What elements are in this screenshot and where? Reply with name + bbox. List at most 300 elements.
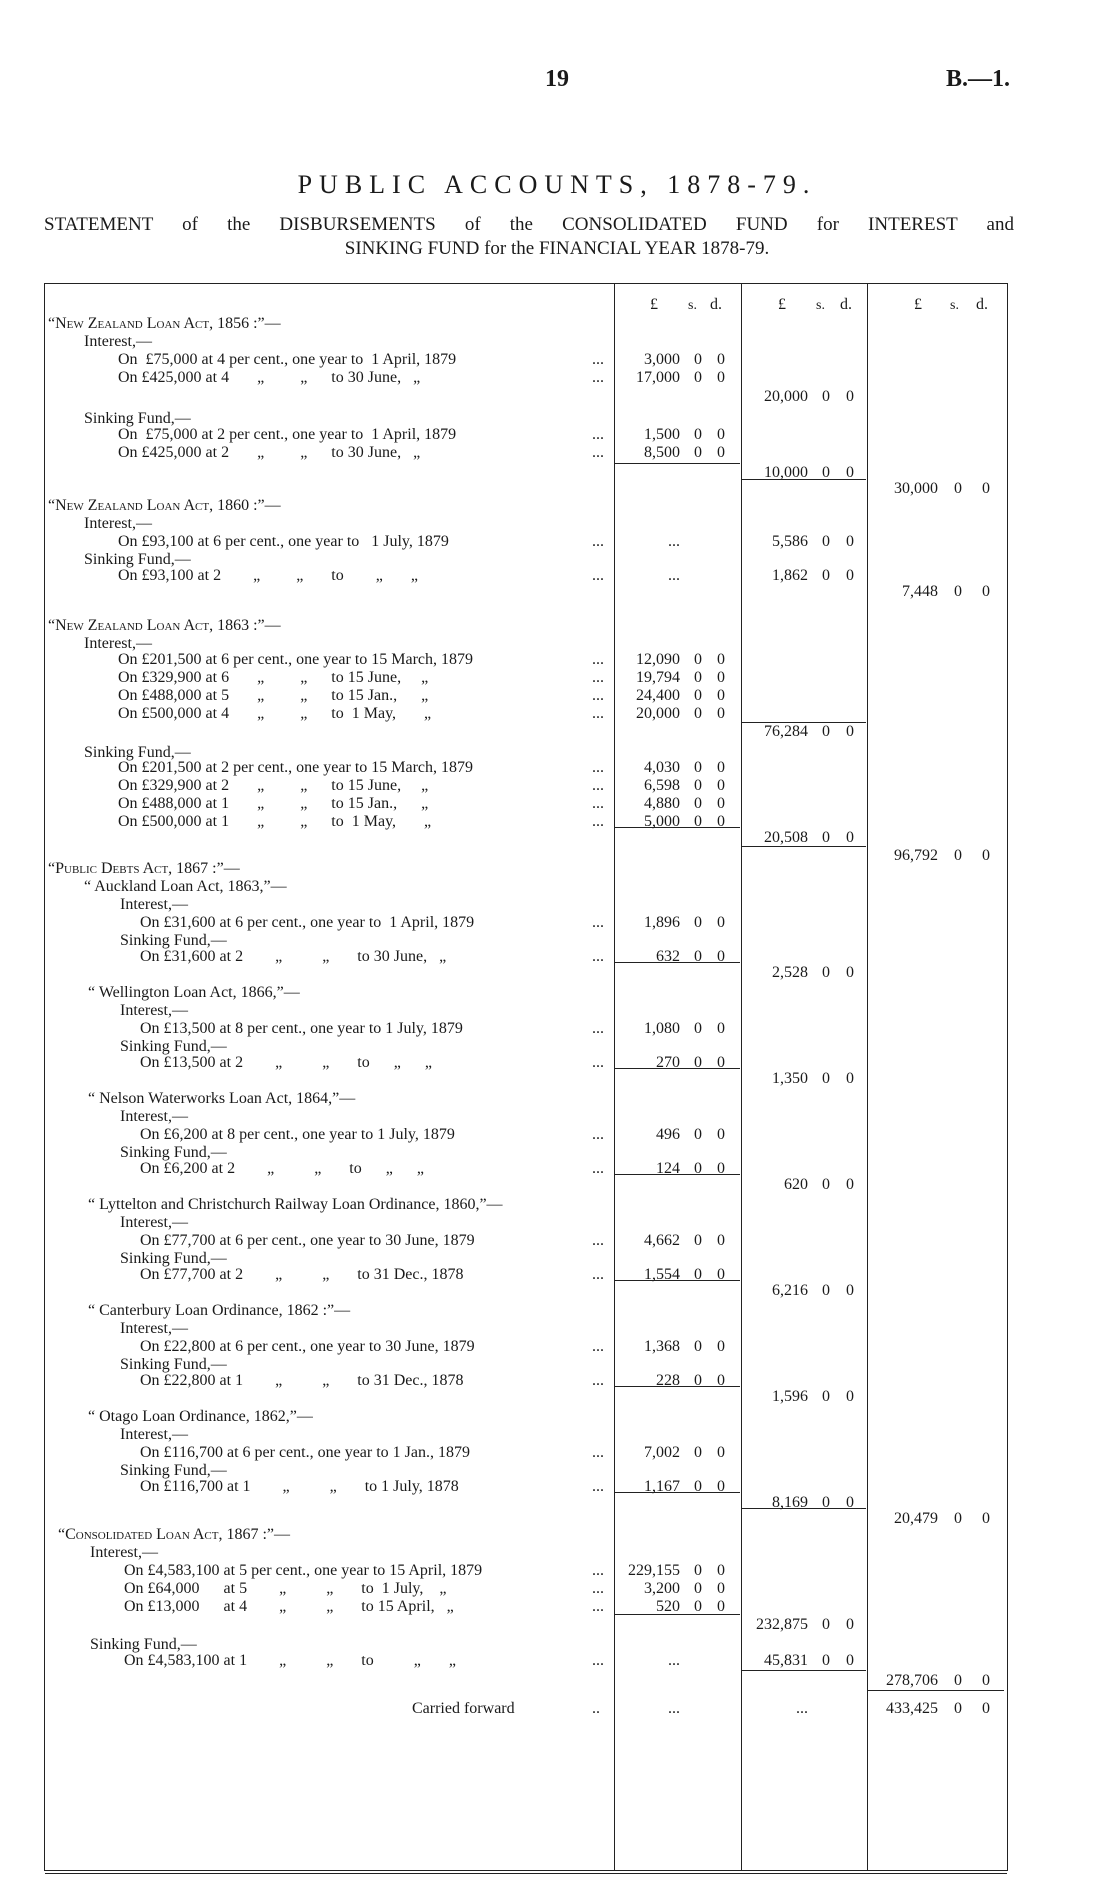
- leader-dots: ...: [592, 759, 604, 776]
- amount-shillings-col1: 0: [694, 1020, 702, 1037]
- amount-pence-col1: 0: [717, 651, 725, 668]
- leader-dots: ...: [592, 1054, 604, 1071]
- row-description: Sinking Fund,—: [84, 551, 191, 568]
- amount-shillings-col2: 0: [822, 1282, 830, 1299]
- amount-pounds-col2: 6,216: [772, 1282, 808, 1299]
- amount-pence-col1: 0: [717, 1338, 725, 1355]
- amount-shillings-col2: 0: [822, 1070, 830, 1087]
- statement-row: [0, 878, 1114, 896]
- statement-row: [0, 1426, 1114, 1444]
- leader-dots: ...: [592, 1444, 604, 1461]
- leader-dots: ...: [592, 813, 604, 830]
- leader-dots: ...: [592, 914, 604, 931]
- amount-pounds-col1: 8,500: [644, 444, 680, 461]
- amount-shillings-col2: 0: [822, 1388, 830, 1405]
- amount-pence-col2: 0: [846, 1616, 854, 1633]
- amount-shillings-col1: 0: [694, 351, 702, 368]
- statement-row: [0, 1002, 1114, 1020]
- amount-pounds-col1: 1,080: [644, 1020, 680, 1037]
- row-description: “ Nelson Waterworks Loan Act, 1864,”—: [88, 1090, 356, 1107]
- shilling-header-2: s.: [816, 298, 825, 313]
- leader-dots: ...: [592, 567, 604, 584]
- pence-header-2: d.: [840, 296, 852, 313]
- amount-shillings-col2: 0: [822, 1494, 830, 1511]
- statement-row: [0, 1020, 1114, 1038]
- pound-header-1: £: [650, 296, 658, 313]
- amount-shillings-col1: 0: [694, 705, 702, 722]
- leader-dots: ...: [592, 777, 604, 794]
- leader-dots: ...: [592, 669, 604, 686]
- statement-row: [0, 1444, 1114, 1462]
- amount-pence-col1: 0: [717, 948, 725, 965]
- statement-row: [0, 1562, 1114, 1580]
- amount-shillings-col3: 0: [954, 583, 962, 600]
- amount-pounds-col1: 24,400: [636, 687, 680, 704]
- amount-pounds-col1: 124: [656, 1160, 680, 1177]
- statement-row: [0, 759, 1114, 777]
- statement-row: [0, 687, 1114, 705]
- amount-pence-col1: 0: [717, 1478, 725, 1495]
- statement-row: [0, 705, 1114, 723]
- statement-row: [0, 515, 1114, 533]
- amount-pounds-col1: 3,000: [644, 351, 680, 368]
- statement-row: [0, 1302, 1114, 1320]
- row-description: On £4,583,100 at 5 per cent., one year to 15 April, 1879: [124, 1562, 483, 1579]
- row-description: On £13,500 at 2 „ „ to „ „: [140, 1054, 432, 1071]
- row-description: Interest,—: [120, 1426, 188, 1443]
- row-description: Interest,—: [120, 1002, 188, 1019]
- page-title: PUBLIC ACCOUNTS, 1878-79.: [297, 170, 817, 199]
- row-description: “Consolidated Loan Act, 1867 :”—: [58, 1526, 291, 1543]
- amount-pence-col1: 0: [717, 444, 725, 461]
- amount-pence-col1: 0: [717, 705, 725, 722]
- statement-row: [0, 617, 1114, 635]
- statement-row: [0, 1544, 1114, 1562]
- amount-pounds-col1: ...: [668, 1652, 680, 1669]
- statement-row: [0, 651, 1114, 669]
- amount-pence-col1: 0: [717, 1054, 725, 1071]
- amount-pounds-col1: 5,000: [644, 813, 680, 830]
- amount-shillings-col1: 0: [694, 1160, 702, 1177]
- row-description: Interest,—: [90, 1544, 158, 1561]
- leader-dots: ...: [592, 687, 604, 704]
- row-description: “ Auckland Loan Act, 1863,”—: [84, 878, 287, 895]
- amount-pence-col1: 0: [717, 759, 725, 776]
- amount-pence-col1: 0: [717, 369, 725, 386]
- statement-row: [0, 1176, 1114, 1194]
- amount-shillings-col1: 0: [694, 813, 702, 830]
- row-description: On £329,900 at 2 „ „ to 15 June, „: [118, 777, 429, 794]
- row-description: On £93,100 at 2 „ „ to „ „: [118, 567, 418, 584]
- pence-header-3: d.: [976, 296, 988, 313]
- amount-pence-col3: 0: [982, 1700, 990, 1717]
- amount-pence-col2: 0: [846, 829, 854, 846]
- amount-pounds-col1: 20,000: [636, 705, 680, 722]
- sum-rule: [614, 1068, 740, 1069]
- row-description: On £6,200 at 8 per cent., one year to 1 July, 1879: [140, 1126, 455, 1143]
- amount-pounds-col2: 1,350: [772, 1070, 808, 1087]
- amount-pounds-col3: 7,448: [902, 583, 938, 600]
- amount-pounds-col2: 2,528: [772, 964, 808, 981]
- page-number: 19: [545, 66, 569, 92]
- row-description: On £77,700 at 6 per cent., one year to 30 June, 1879: [140, 1232, 475, 1249]
- amount-pence-col3: 0: [982, 480, 990, 497]
- row-description: Sinking Fund,—: [120, 1462, 227, 1479]
- amount-pence-col1: 0: [717, 1266, 725, 1283]
- pound-header-3: £: [914, 296, 922, 313]
- row-description: On £116,700 at 6 per cent., one year to 1 Jan., 1879: [140, 1444, 470, 1461]
- amount-shillings-col1: 0: [694, 1338, 702, 1355]
- statement-row: [0, 1526, 1114, 1544]
- statement-row: [0, 333, 1114, 351]
- amount-pounds-col2: 45,831: [764, 1652, 808, 1669]
- row-description: Interest,—: [120, 1320, 188, 1337]
- statement-row: [0, 1090, 1114, 1108]
- leader-dots: ...: [592, 1652, 604, 1669]
- amount-pounds-col3: 278,706: [886, 1672, 938, 1689]
- amount-pounds-col2: 1,596: [772, 1388, 808, 1405]
- statement-row: [0, 1580, 1114, 1598]
- leader-dots: ...: [592, 948, 604, 965]
- row-description: On £75,000 at 2 per cent., one year to 1 April, 1879: [118, 426, 457, 443]
- leader-dots: ...: [592, 1232, 604, 1249]
- amount-pounds-col2: 5,586: [772, 533, 808, 550]
- shilling-header-3: s.: [950, 298, 959, 313]
- row-description: On £116,700 at 1 „ „ to 1 July, 1878: [140, 1478, 459, 1495]
- amount-pounds-col2: 8,169: [772, 1494, 808, 1511]
- amount-pounds-col1: 3,200: [644, 1580, 680, 1597]
- statement-row: [0, 669, 1114, 687]
- leader-dots: ...: [592, 1562, 604, 1579]
- statement-row: [0, 351, 1114, 369]
- amount-pounds-col1: ...: [668, 1700, 680, 1717]
- row-description: “Public Debts Act, 1867 :”—: [48, 860, 240, 877]
- row-description: “ Canterbury Loan Ordinance, 1862 :”—: [88, 1302, 351, 1319]
- row-description: On £31,600 at 6 per cent., one year to 1 April, 1879: [140, 914, 475, 931]
- amount-pounds-col1: 229,155: [628, 1562, 680, 1579]
- row-description: Interest,—: [84, 515, 152, 532]
- amount-pence-col2: 0: [846, 964, 854, 981]
- leader-dots: ...: [592, 1372, 604, 1389]
- amount-pounds-col1: 4,030: [644, 759, 680, 776]
- statement-row: [0, 1320, 1114, 1338]
- sum-rule: [614, 463, 740, 464]
- leader-dots: ...: [592, 1580, 604, 1597]
- statement-row: [0, 1388, 1114, 1406]
- row-description: Sinking Fund,—: [120, 1144, 227, 1161]
- amount-pounds-col2: 76,284: [764, 723, 808, 740]
- amount-pounds-col1: 7,002: [644, 1444, 680, 1461]
- statement-row: [0, 1652, 1114, 1670]
- amount-shillings-col1: 0: [694, 1580, 702, 1597]
- amount-pence-col2: 0: [846, 1652, 854, 1669]
- row-description: Sinking Fund,—: [120, 1250, 227, 1267]
- amount-pence-col1: 0: [717, 426, 725, 443]
- amount-shillings-col1: 0: [694, 1478, 702, 1495]
- leader-dots: ...: [592, 1126, 604, 1143]
- statement-row: [0, 829, 1114, 847]
- statement-row: [0, 964, 1114, 982]
- row-description: Interest,—: [84, 635, 152, 652]
- statement-row: [0, 1616, 1114, 1634]
- leader-dots: ...: [592, 533, 604, 550]
- amount-shillings-col2: 0: [822, 829, 830, 846]
- amount-pounds-col1: ...: [668, 533, 680, 550]
- shilling-header-1: s.: [688, 298, 697, 313]
- amount-shillings-col1: 0: [694, 426, 702, 443]
- row-description: “New Zealand Loan Act, 1863 :”—: [48, 617, 281, 634]
- row-description: On £201,500 at 6 per cent., one year to 15 March, 1879: [118, 651, 474, 668]
- leader-dots: ...: [592, 1598, 604, 1615]
- statement-row: [0, 914, 1114, 932]
- row-description: “ Lyttelton and Christchurch Railway Loan Ordinance, 1860,”—: [88, 1196, 503, 1213]
- row-description: Interest,—: [84, 333, 152, 350]
- amount-shillings-col1: 0: [694, 1562, 702, 1579]
- amount-shillings-col1: 0: [694, 369, 702, 386]
- sum-rule: [742, 722, 866, 723]
- amount-shillings-col2: 0: [822, 964, 830, 981]
- amount-pounds-col2: 20,000: [764, 388, 808, 405]
- row-description: On £500,000 at 4 „ „ to 1 May, „: [118, 705, 432, 722]
- amount-pounds-col1: 6,598: [644, 777, 680, 794]
- statement-row: [0, 1700, 1114, 1718]
- statement-row: [0, 1232, 1114, 1250]
- row-description: On £64,000 at 5 „ „ to 1 July, „: [124, 1580, 447, 1597]
- leader-dots: ...: [592, 1160, 604, 1177]
- statement-row: [0, 388, 1114, 406]
- amount-shillings-col1: 0: [694, 444, 702, 461]
- amount-shillings-col1: 0: [694, 777, 702, 794]
- statement-row: [0, 315, 1114, 333]
- amount-pence-col2: 0: [846, 1070, 854, 1087]
- statement-row: [0, 426, 1114, 444]
- amount-pounds-col2: 620: [784, 1176, 808, 1193]
- statement-row: [0, 1070, 1114, 1088]
- amount-pence-col3: 0: [982, 1672, 990, 1689]
- row-description: Sinking Fund,—: [84, 410, 191, 427]
- amount-shillings-col1: 0: [694, 1054, 702, 1071]
- amount-shillings-col2: 0: [822, 567, 830, 584]
- pound-header-2: £: [778, 296, 786, 313]
- statement-row: [0, 497, 1114, 515]
- amount-pence-col2: 0: [846, 388, 854, 405]
- amount-pounds-col1: 228: [656, 1372, 680, 1389]
- amount-shillings-col1: 0: [694, 914, 702, 931]
- statement-row: [0, 1108, 1114, 1126]
- amount-shillings-col1: 0: [694, 795, 702, 812]
- amount-shillings-col1: 0: [694, 1598, 702, 1615]
- amount-shillings-col2: 0: [822, 464, 830, 481]
- row-description: “New Zealand Loan Act, 1856 :”—: [48, 315, 281, 332]
- amount-pounds-col3: 96,792: [894, 847, 938, 864]
- amount-shillings-col1: 0: [694, 1232, 702, 1249]
- amount-pence-col2: 0: [846, 723, 854, 740]
- amount-shillings-col1: 0: [694, 1266, 702, 1283]
- amount-pence-col2: 0: [846, 533, 854, 550]
- amount-shillings-col2: 0: [822, 1176, 830, 1193]
- amount-pounds-col1: 632: [656, 948, 680, 965]
- amount-pence-col1: 0: [717, 795, 725, 812]
- amount-pounds-col1: 496: [656, 1126, 680, 1143]
- amount-shillings-col1: 0: [694, 948, 702, 965]
- amount-shillings-col1: 0: [694, 759, 702, 776]
- statement-row: [0, 1408, 1114, 1426]
- amount-shillings-col2: 0: [822, 388, 830, 405]
- amount-pounds-col1: 1,500: [644, 426, 680, 443]
- sum-rule: [868, 1690, 1004, 1691]
- amount-pounds-col1: 19,794: [636, 669, 680, 686]
- statement-row: [0, 369, 1114, 387]
- amount-pence-col2: 0: [846, 1494, 854, 1511]
- amount-pounds-col1: 1,368: [644, 1338, 680, 1355]
- amount-pounds-col1: 17,000: [636, 369, 680, 386]
- statement-subtitle-line-1: STATEMENT of the DISBURSEMENTS of the CONSOLIDATED FUND for INTEREST and: [44, 214, 1014, 235]
- row-description: On £4,583,100 at 1 „ „ to „ „: [124, 1652, 456, 1669]
- amount-pence-col1: 0: [717, 777, 725, 794]
- row-description: On £488,000 at 5 „ „ to 15 Jan., „: [118, 687, 429, 704]
- document-reference: B.—1.: [945, 66, 1010, 92]
- leader-dots: ...: [592, 1478, 604, 1495]
- amount-pence-col1: 0: [717, 1160, 725, 1177]
- row-description: Interest,—: [120, 1214, 188, 1231]
- row-description: On £77,700 at 2 „ „ to 31 Dec., 1878: [140, 1266, 464, 1283]
- row-description: Interest,—: [120, 896, 188, 913]
- amount-pounds-col1: 1,167: [644, 1478, 680, 1495]
- amount-shillings-col1: 0: [694, 687, 702, 704]
- sum-rule: [614, 1386, 740, 1387]
- leader-dots: ...: [592, 426, 604, 443]
- sum-rule: [742, 846, 866, 847]
- amount-pence-col1: 0: [717, 914, 725, 931]
- amount-pounds-col1: 4,662: [644, 1232, 680, 1249]
- amount-pence-col1: 0: [717, 1232, 725, 1249]
- sum-rule: [614, 1614, 740, 1615]
- statement-row: [0, 723, 1114, 741]
- row-description: Carried forward: [412, 1700, 515, 1717]
- amount-pounds-col2: 20,508: [764, 829, 808, 846]
- row-description: Interest,—: [120, 1108, 188, 1125]
- row-description: On £488,000 at 1 „ „ to 15 Jan., „: [118, 795, 429, 812]
- amount-pence-col2: 0: [846, 567, 854, 584]
- row-description: On £201,500 at 2 per cent., one year to 15 March, 1879: [118, 759, 474, 776]
- amount-shillings-col3: 0: [954, 1672, 962, 1689]
- row-description: On £93,100 at 6 per cent., one year to 1 July, 1879: [118, 533, 449, 550]
- row-description: On £425,000 at 2 „ „ to 30 June, „: [118, 444, 421, 461]
- amount-shillings-col1: 0: [694, 1372, 702, 1389]
- leader-dots: ..: [592, 1700, 600, 1717]
- leader-dots: ...: [592, 444, 604, 461]
- leader-dots: ...: [592, 1338, 604, 1355]
- amount-pence-col1: 0: [717, 1020, 725, 1037]
- amount-shillings-col3: 0: [954, 1700, 962, 1717]
- amount-pence-col2: 0: [846, 1176, 854, 1193]
- amount-pounds-col2: 10,000: [764, 464, 808, 481]
- leader-dots: ...: [592, 1266, 604, 1283]
- amount-pence-col1: 0: [717, 1126, 725, 1143]
- sum-rule: [742, 1670, 866, 1671]
- amount-shillings-col1: 0: [694, 1444, 702, 1461]
- amount-pounds-col2: 1,862: [772, 567, 808, 584]
- amount-pounds-col1: 520: [656, 1598, 680, 1615]
- amount-pence-col1: 0: [717, 351, 725, 368]
- amount-pounds-col1: 12,090: [636, 651, 680, 668]
- sum-rule: [614, 1492, 740, 1493]
- amount-shillings-col1: 0: [694, 1126, 702, 1143]
- amount-pence-col1: 0: [717, 669, 725, 686]
- row-description: “New Zealand Loan Act, 1860 :”—: [48, 497, 281, 514]
- pence-header-1: d.: [710, 296, 722, 313]
- amount-pence-col2: 0: [846, 1282, 854, 1299]
- sum-rule: [614, 962, 740, 963]
- statement-row: [0, 777, 1114, 795]
- row-description: On £425,000 at 4 „ „ to 30 June, „: [118, 369, 421, 386]
- row-description: “ Wellington Loan Act, 1866,”—: [88, 984, 300, 1001]
- row-description: Sinking Fund,—: [120, 1038, 227, 1055]
- amount-pounds-col1: ...: [668, 567, 680, 584]
- amount-pounds-col1: 4,880: [644, 795, 680, 812]
- sum-rule: [742, 1508, 866, 1509]
- row-description: Sinking Fund,—: [120, 932, 227, 949]
- amount-shillings-col2: 0: [822, 1616, 830, 1633]
- amount-pence-col2: 0: [846, 464, 854, 481]
- sum-rule: [614, 827, 740, 828]
- leader-dots: ...: [592, 651, 604, 668]
- amount-shillings-col1: 0: [694, 651, 702, 668]
- leader-dots: ...: [592, 1020, 604, 1037]
- amount-pence-col3: 0: [982, 1510, 990, 1527]
- amount-pounds-col3: 20,479: [894, 1510, 938, 1527]
- amount-pounds-col1: 1,554: [644, 1266, 680, 1283]
- row-description: On £13,000 at 4 „ „ to 15 April, „: [124, 1598, 454, 1615]
- amount-pounds-col2: ...: [796, 1700, 808, 1717]
- amount-shillings-col2: 0: [822, 1652, 830, 1669]
- amount-pence-col1: 0: [717, 1444, 725, 1461]
- statement-row: [0, 1196, 1114, 1214]
- amount-pence-col1: 0: [717, 1372, 725, 1389]
- statement-row: [0, 1338, 1114, 1356]
- row-description: On £75,000 at 4 per cent., one year to 1 April, 1879: [118, 351, 457, 368]
- sum-rule: [614, 1280, 740, 1281]
- amount-pounds-col3: 30,000: [894, 480, 938, 497]
- row-description: On £6,200 at 2 „ „ to „ „: [140, 1160, 424, 1177]
- amount-shillings-col3: 0: [954, 1510, 962, 1527]
- row-description: “ Otago Loan Ordinance, 1862,”—: [88, 1408, 313, 1425]
- sum-rule: [742, 479, 866, 480]
- amount-shillings-col1: 0: [694, 669, 702, 686]
- row-description: Sinking Fund,—: [120, 1356, 227, 1373]
- statement-row: [0, 795, 1114, 813]
- statement-row: [0, 1126, 1114, 1144]
- amount-shillings-col2: 0: [822, 723, 830, 740]
- amount-pence-col1: 0: [717, 1598, 725, 1615]
- row-description: On £31,600 at 2 „ „ to 30 June, „: [140, 948, 447, 965]
- statement-row: [0, 583, 1114, 601]
- amount-pence-col1: 0: [717, 687, 725, 704]
- amount-pence-col2: 0: [846, 1388, 854, 1405]
- amount-pence-col3: 0: [982, 847, 990, 864]
- leader-dots: ...: [592, 369, 604, 386]
- row-description: On £22,800 at 1 „ „ to 31 Dec., 1878: [140, 1372, 464, 1389]
- amount-pence-col1: 0: [717, 1580, 725, 1597]
- statement-subtitle-line-2: SINKING FUND for the FINANCIAL YEAR 1878-79.: [344, 238, 770, 259]
- amount-pence-col1: 0: [717, 813, 725, 830]
- amount-pence-col3: 0: [982, 583, 990, 600]
- amount-pence-col1: 0: [717, 1562, 725, 1579]
- amount-pounds-col2: 232,875: [756, 1616, 808, 1633]
- amount-pounds-col1: 270: [656, 1054, 680, 1071]
- row-description: On £22,800 at 6 per cent., one year to 30 June, 1879: [140, 1338, 475, 1355]
- statement-row: [0, 533, 1114, 551]
